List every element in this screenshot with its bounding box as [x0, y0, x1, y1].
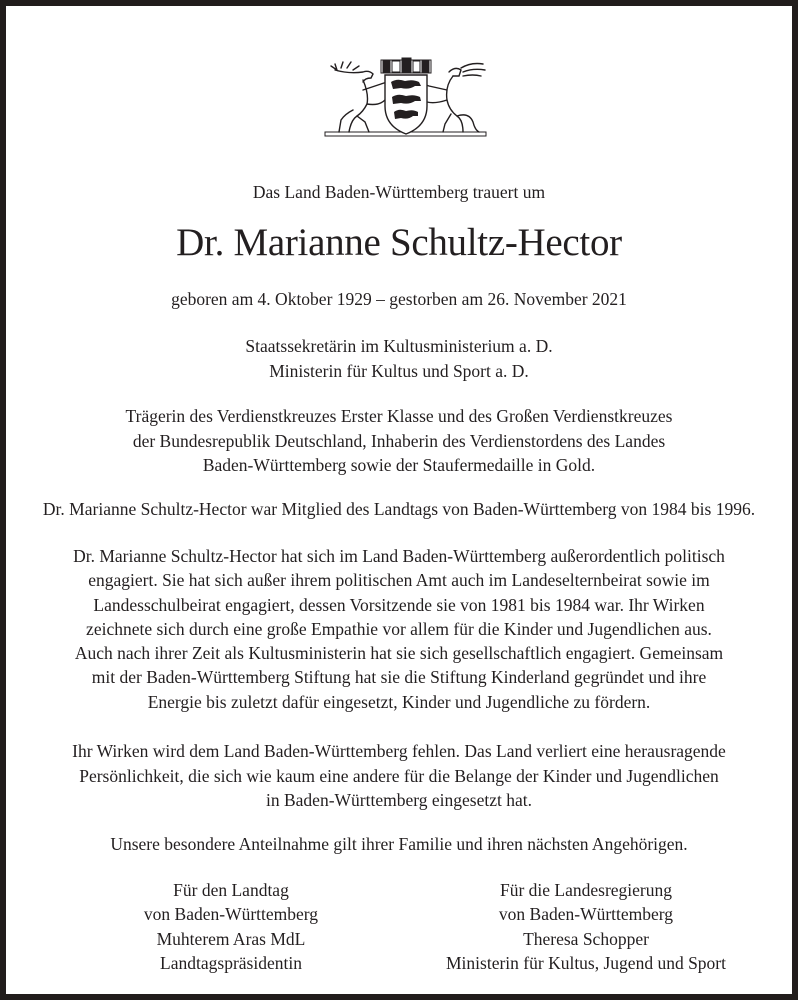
biography-paragraph — [6, 544, 792, 714]
office-line: Ministerin für Kultus und Sport a. D. — [269, 360, 529, 381]
awards-line: der Bundesrepublik Deutschland, Inhaberin des Verdienstordens des Landes — [132, 430, 666, 451]
biography-line: engagiert. Sie hat sich außer ihrem politischen Amt auch im Landeselternbeirat sowie im — [88, 570, 710, 591]
awards-paragraph — [6, 404, 792, 478]
three-lions — [391, 80, 421, 119]
former-offices — [6, 334, 792, 383]
biography-line: Energie bis zuletzt dafür eingesetzt, Kinder und Jugendliche zu fördern. — [147, 691, 651, 712]
membership-paragraph: Dr. Marianne Schultz-Hector war Mitglied des Landtags von Baden-Württemberg von 1984 bis 1996. — [42, 499, 756, 519]
office-line: Staatssekretärin im Kultusministerium a. D. — [245, 336, 553, 356]
legacy-line: in Baden-Württemberg eingesetzt hat. — [266, 790, 532, 810]
signature-org: Für den Landtag — [173, 880, 289, 900]
intro-line: Das Land Baden-Württemberg trauert um — [252, 182, 546, 202]
biography-line: Dr. Marianne Schultz-Hector hat sich im Land Baden-Württemberg außerordentlich politisch — [73, 546, 725, 566]
deceased-name: Dr. Marianne Schultz-Hector — [176, 221, 622, 264]
signature-region: von Baden-Württemberg — [143, 904, 319, 925]
signature-landesregierung — [406, 878, 766, 975]
signature-org: Für die Landesregierung — [499, 880, 673, 900]
biography-line: mit der Baden-Württemberg Stiftung hat sie die Stiftung Kinderland gegründet und ihre — [91, 667, 707, 688]
biography-line: zeichnete sich durch eine große Empathie vor allem für die Kinder und Jugendlichen aus. — [86, 618, 712, 639]
coat-of-arms-emblem — [323, 50, 488, 138]
legacy-line: Persönlichkeit, die sich wie kaum eine andere für die Belange der Kinder und Jugendlichen — [79, 765, 719, 786]
awards-line: Trägerin des Verdienstkreuzes Erster Klasse und des Großen Verdienstkreuzes — [125, 406, 673, 426]
crown-of-arms — [381, 58, 431, 73]
signature-role: Landtagspräsidentin — [160, 952, 302, 973]
signature-landtag — [116, 878, 346, 975]
legacy-paragraph — [6, 739, 792, 813]
signature-person: Muhterem Aras MdL — [156, 928, 306, 949]
signature-region: von Baden-Württemberg — [498, 904, 674, 925]
life-dates: geboren am 4. Oktober 1929 – gestorben am 26. November 2021 — [171, 289, 627, 309]
awards-line: Baden-Württemberg sowie der Staufermedaille in Gold. — [202, 455, 596, 475]
biography-line: Auch nach ihrer Zeit als Kultusministerin hat sie sich gesellschaftlich engagiert. Gemeinsam — [74, 643, 724, 664]
stag-supporter — [331, 62, 389, 132]
biography-line: Landesschulbeirat engagiert, dessen Vorsitzende sie von 1981 bis 1984 war. Ihr Wirken — [93, 594, 705, 615]
griffin-supporter — [423, 64, 485, 133]
signature-person: Theresa Schopper — [523, 928, 649, 949]
legacy-line: Ihr Wirken wird dem Land Baden-Württemberg fehlen. Das Land verliert eine herausragende — [72, 741, 726, 761]
signature-role: Ministerin für Kultus, Jugend und Sport — [446, 952, 726, 973]
condolence-line: Unsere besondere Anteilnahme gilt ihrer Familie und ihren nächsten Angehörigen. — [110, 834, 688, 854]
